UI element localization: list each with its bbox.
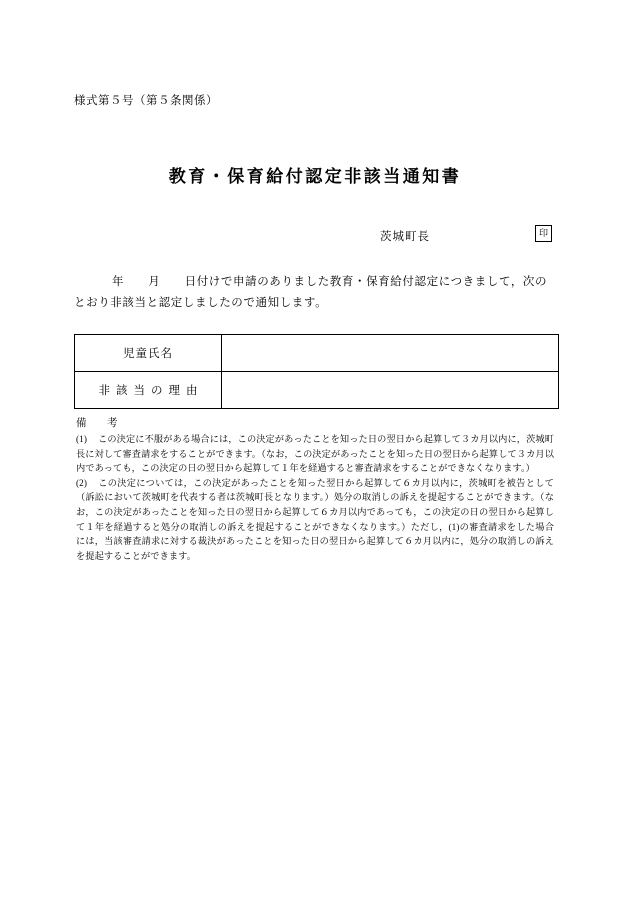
note-item — [76, 476, 554, 564]
note-number: (1) — [76, 434, 88, 444]
issuer-name: 茨城町長 — [380, 231, 430, 243]
notes-list — [76, 432, 554, 563]
child-name-value[interactable] — [222, 335, 559, 372]
reason-label: 非該当の理由 — [75, 372, 222, 409]
reason-value[interactable] — [222, 372, 559, 409]
table-row — [75, 372, 559, 409]
note-number: (2) — [76, 477, 88, 488]
body-paragraph-text: 年 月 日付けで申請のありました教育・保育給付認定につきまして，次のとおり非該当と認定しましたので通知します。 — [74, 276, 548, 309]
note-text: この決定については，この決定があったことを知った翌日から起算して６カ月以内に，茨城町を被告として（訴訟において茨城町を代表する者は茨城町長となります。）処分の取消しの訴えを提起することができます。（なお，この決定があったことを知った日の翌日から起算して６カ月以内であっても，この決定の日の翌日から起算して１年を経過すると処分の取消しの訴えを提起することができなくなります。）ただし，(1)の審査請求をした場合には，当該審査請求に対する裁決があったことを知った日の翌日から起算して６カ月以内に，処分の取消しの訴えを提起することができます。 — [76, 477, 554, 561]
note-text: この決定に不服がある場合には，この決定があったことを知った日の翌日から起算して３カ月以内に，茨城町長に対して審査請求をすることができます。（なお，この決定があったことを知った日の翌日から起算して３カ月以内であっても，この決定の日の翌日から起算して１年を経過すると審査請求をすることができなくなります。） — [76, 434, 554, 474]
notification-table — [74, 334, 559, 409]
note-item — [76, 432, 554, 476]
table-row — [75, 335, 559, 372]
seal-icon: 印 — [535, 225, 552, 242]
body-paragraph — [74, 272, 556, 314]
notes-heading: 備 考 — [76, 418, 123, 429]
child-name-label: 児童氏名 — [75, 335, 222, 372]
form-number: 様式第５号（第５条関係） — [74, 95, 218, 107]
page-title: 教育・保育給付認定非該当通知書 — [168, 167, 462, 186]
